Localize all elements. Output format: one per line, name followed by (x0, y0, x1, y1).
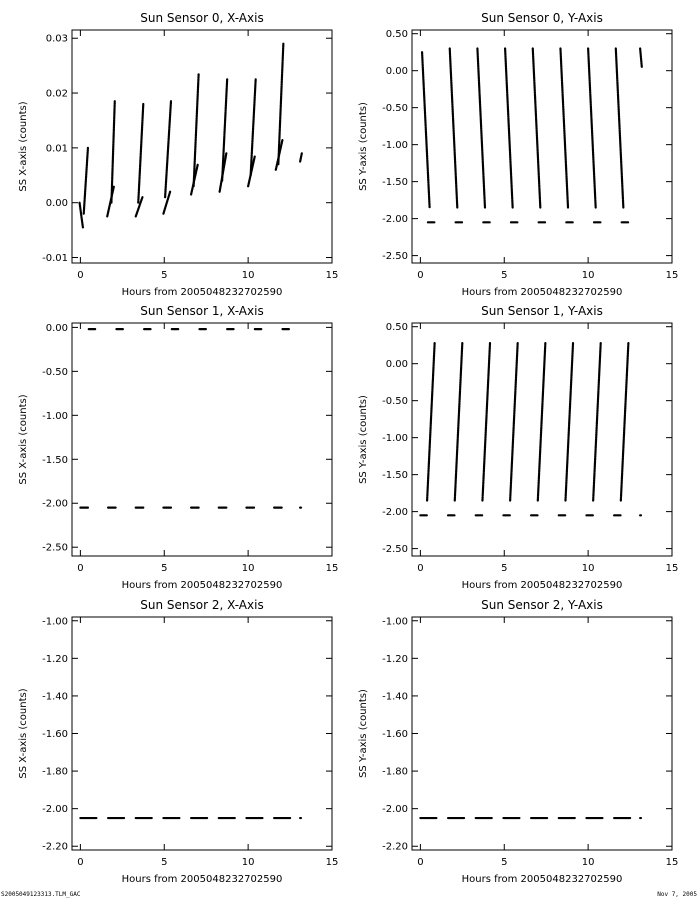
plot-frame-0 (72, 30, 332, 263)
x-tick-label-2-0: 0 (77, 563, 84, 574)
footer-filename: S2005049123313.TLM_GAC (1, 891, 81, 898)
y-axis-label-0: SS X-axis (counts) (18, 101, 29, 192)
y-tick-label-4-1: -1.20 (42, 653, 68, 665)
x-tick-label-5-3: 15 (665, 857, 679, 868)
y-tick-label-4-4: -1.80 (42, 766, 68, 778)
x-tick-label-0-1: 5 (161, 270, 168, 281)
y-tick-label-0-4: 0.03 (45, 33, 68, 45)
y-tick-label-1-5: -2.00 (382, 214, 408, 226)
chart-title-4: Sun Sensor 2, X-Axis (140, 598, 264, 612)
y-tick-label-3-3: -1.00 (382, 433, 408, 445)
data-segment-3-3 (510, 343, 518, 501)
plot-frame-3 (412, 323, 672, 556)
y-tick-label-2-1: -0.50 (42, 366, 68, 378)
data-segment-3-2 (482, 343, 490, 501)
data-segment-1-3 (505, 48, 513, 207)
x-tick-label-0-2: 10 (241, 270, 255, 281)
y-tick-label-4-5: -2.00 (42, 804, 68, 816)
y-tick-label-2-0: 0.00 (45, 322, 68, 334)
y-tick-label-2-4: -2.00 (42, 498, 68, 510)
data-segment-1-7 (616, 48, 624, 207)
x-axis-label-5: Hours from 2005048232702590 (461, 874, 623, 885)
chart-title-2: Sun Sensor 1, X-Axis (140, 304, 264, 318)
y-tick-label-0-3: 0.02 (45, 88, 68, 100)
x-tick-label-1-2: 10 (581, 270, 595, 281)
y-axis-label-3: SS Y-axis (counts) (358, 395, 369, 484)
y-tick-label-0-1: 0.00 (45, 198, 68, 210)
data-segment-1-8 (640, 48, 642, 66)
data-segment-0-0 (80, 203, 83, 228)
plot-frame-4 (72, 617, 332, 850)
x-tick-label-3-3: 15 (665, 563, 679, 574)
data-segment-3-0 (427, 343, 435, 501)
y-tick-label-3-0: 0.50 (385, 322, 408, 334)
data-segment-3-7 (621, 343, 629, 501)
chart-title-3: Sun Sensor 1, Y-Axis (481, 304, 603, 318)
y-tick-label-5-2: -1.40 (382, 691, 408, 703)
y-tick-label-2-5: -2.50 (42, 542, 68, 554)
x-tick-label-1-3: 15 (665, 270, 679, 281)
y-tick-label-3-6: -2.50 (382, 544, 408, 556)
footer-date: Nov 7, 2005 (657, 891, 697, 898)
y-tick-label-4-0: -1.00 (42, 616, 68, 628)
x-axis-label-1: Hours from 2005048232702590 (461, 287, 623, 298)
x-tick-label-4-0: 0 (77, 857, 84, 868)
y-tick-label-3-2: -0.50 (382, 396, 408, 408)
y-axis-label-1: SS Y-axis (counts) (358, 102, 369, 191)
chart-title-5: Sun Sensor 2, Y-Axis (481, 598, 603, 612)
y-tick-label-5-3: -1.60 (382, 729, 408, 740)
x-tick-label-3-2: 10 (581, 563, 595, 574)
chart-title-1: Sun Sensor 0, Y-Axis (481, 11, 603, 25)
x-tick-label-2-1: 5 (161, 563, 168, 574)
x-tick-label-1-0: 0 (417, 270, 424, 281)
y-tick-label-3-1: 0.00 (385, 359, 408, 371)
x-tick-label-4-1: 5 (161, 857, 168, 868)
data-segment-1-0 (422, 52, 430, 207)
x-axis-label-0: Hours from 2005048232702590 (121, 287, 283, 298)
data-segment-0-16 (300, 153, 302, 161)
chart-title-0: Sun Sensor 0, X-Axis (140, 11, 264, 25)
x-tick-label-4-2: 10 (241, 857, 255, 868)
x-tick-label-1-1: 5 (501, 270, 508, 281)
data-segment-1-1 (450, 48, 458, 207)
y-tick-label-4-3: -1.60 (42, 729, 68, 740)
data-segment-3-4 (538, 343, 546, 501)
y-tick-label-5-5: -2.00 (382, 804, 408, 816)
x-axis-label-4: Hours from 2005048232702590 (121, 874, 283, 885)
y-tick-label-0-2: 0.01 (45, 143, 68, 155)
y-tick-label-3-4: -1.50 (382, 470, 408, 482)
plot-frame-5 (412, 617, 672, 850)
data-segment-0-7 (165, 101, 171, 197)
data-segment-1-6 (588, 48, 596, 207)
y-tick-label-1-0: 0.50 (385, 29, 408, 41)
x-tick-label-2-3: 15 (325, 563, 339, 574)
y-tick-label-5-0: -1.00 (382, 616, 408, 628)
data-segment-3-6 (593, 343, 601, 501)
y-tick-label-5-4: -1.80 (382, 766, 408, 778)
x-tick-label-5-1: 5 (501, 857, 508, 868)
data-segment-0-5 (138, 104, 143, 203)
y-tick-label-5-6: -2.20 (382, 841, 408, 853)
data-segment-1-5 (560, 48, 568, 207)
y-tick-label-0-0: -0.01 (42, 253, 68, 265)
x-tick-label-5-0: 0 (417, 857, 424, 868)
y-axis-label-4: SS X-axis (counts) (18, 688, 29, 779)
x-tick-label-3-1: 5 (501, 563, 508, 574)
y-tick-label-4-6: -2.20 (42, 841, 68, 853)
data-segment-0-1 (84, 148, 88, 214)
x-axis-label-2: Hours from 2005048232702590 (121, 580, 283, 591)
y-tick-label-5-1: -1.20 (382, 653, 408, 665)
y-tick-label-3-5: -2.00 (382, 507, 408, 519)
data-segment-1-2 (477, 48, 485, 207)
x-tick-label-4-3: 15 (325, 857, 339, 868)
y-tick-label-2-3: -1.50 (42, 454, 68, 466)
plot-frame-2 (72, 323, 332, 556)
y-tick-label-1-2: -0.50 (382, 103, 408, 115)
y-axis-label-2: SS X-axis (counts) (18, 394, 29, 485)
x-axis-label-3: Hours from 2005048232702590 (461, 580, 623, 591)
data-segment-1-4 (533, 48, 541, 207)
x-tick-label-5-2: 10 (581, 857, 595, 868)
y-tick-label-1-4: -1.50 (382, 177, 408, 189)
y-tick-label-1-6: -2.50 (382, 251, 408, 263)
y-axis-label-5: SS Y-axis (counts) (358, 689, 369, 778)
x-tick-label-3-0: 0 (417, 563, 424, 574)
x-tick-label-2-2: 10 (241, 563, 255, 574)
x-tick-label-0-3: 15 (325, 270, 339, 281)
y-tick-label-1-1: 0.00 (385, 66, 408, 78)
y-tick-label-2-2: -1.00 (42, 410, 68, 422)
y-tick-label-4-2: -1.40 (42, 691, 68, 703)
y-tick-label-1-3: -1.00 (382, 140, 408, 152)
x-tick-label-0-0: 0 (77, 270, 84, 281)
data-segment-3-1 (455, 343, 463, 501)
data-segment-3-5 (565, 343, 573, 501)
